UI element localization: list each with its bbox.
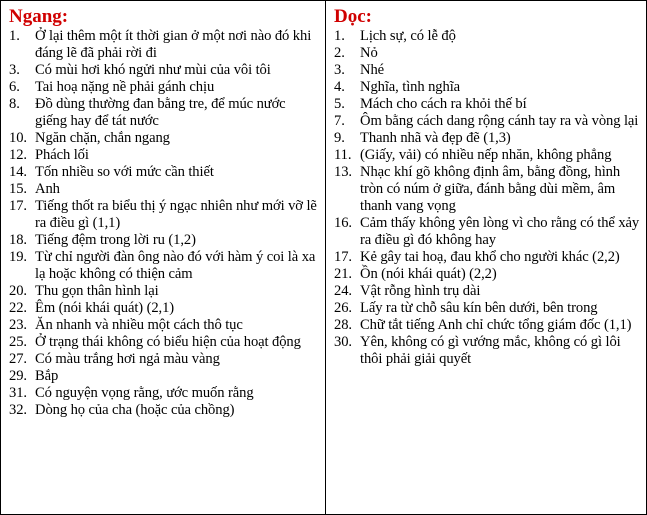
across-column — [1, 1, 326, 514]
across-clue — [9, 28, 321, 62]
across-clue — [9, 334, 321, 351]
clue-text: Ở lại thêm một ít thời gian ở một nơi nào đó khi đáng lẽ đã phải rời đi — [35, 28, 312, 61]
clue-number: 5. — [334, 96, 345, 112]
clue-text: (Giấy, vải) có nhiều nếp nhăn, không phẳng — [360, 147, 612, 163]
clue-text: Tiếng đệm trong lời ru (1,2) — [35, 232, 196, 248]
clue-text: Đồ dùng thường đan bằng tre, để múc nước giếng hay để tát nước — [35, 96, 286, 129]
clue-text: Ăn nhanh và nhiều một cách thô tục — [35, 317, 243, 333]
clue-number: 32. — [9, 402, 27, 418]
down-clue — [334, 79, 642, 96]
clue-number: 1. — [9, 28, 20, 44]
across-clue — [9, 181, 321, 198]
clue-text: Phách lối — [35, 147, 89, 163]
clue-text: Có mùi hơi khó ngửi như mùi của vôi tôi — [35, 62, 271, 78]
clue-text: Tai hoạ nặng nề phải gánh chịu — [35, 79, 215, 95]
down-heading: Dọc: — [334, 6, 372, 27]
clue-number: 3. — [334, 62, 345, 78]
across-clue — [9, 96, 321, 130]
clue-text: Tiếng thốt ra biểu thị ý ngạc nhiên như mới vỡ lẽ ra điều gì (1,1) — [35, 198, 317, 231]
clue-text: Kẻ gây tai hoạ, đau khổ cho người khác (2,2) — [360, 249, 620, 265]
clue-text: Anh — [35, 181, 60, 197]
clue-text: Ồn (nói khái quát) (2,2) — [360, 266, 497, 282]
clue-text: Thu gọn thân hình lại — [35, 283, 159, 299]
down-clue-list — [334, 28, 642, 368]
clue-number: 4. — [334, 79, 345, 95]
clue-number: 19. — [9, 249, 27, 265]
clue-number: 9. — [334, 130, 345, 146]
clue-number: 3. — [9, 62, 20, 78]
clue-number: 14. — [9, 164, 27, 180]
clue-text: Mách cho cách ra khỏi thế bí — [360, 96, 527, 112]
clue-text: Có nguyện vọng rằng, ước muốn rằng — [35, 385, 254, 401]
clue-text: Êm (nói khái quát) (2,1) — [35, 300, 175, 316]
clue-number: 2. — [334, 45, 345, 61]
clue-number: 1. — [334, 28, 345, 44]
clue-number: 20. — [9, 283, 27, 299]
across-clue — [9, 249, 321, 283]
down-column — [326, 1, 646, 514]
clue-number: 15. — [9, 181, 27, 197]
down-clue — [334, 96, 642, 113]
clue-text: Ôm bằng cách dang rộng cánh tay ra và vòng lại — [360, 113, 639, 129]
clue-text: Dòng họ của cha (hoặc của chồng) — [35, 402, 235, 418]
clue-text: Tốn nhiều so với mức cần thiết — [35, 164, 214, 180]
across-clue — [9, 300, 321, 317]
clue-number: 16. — [334, 215, 352, 231]
clue-number: 12. — [9, 147, 27, 163]
clue-number: 17. — [334, 249, 352, 265]
across-clue — [9, 402, 321, 419]
clue-number: 18. — [9, 232, 27, 248]
across-heading: Ngang: — [9, 6, 69, 27]
down-clue — [334, 283, 642, 300]
down-clue — [334, 45, 642, 62]
across-clue — [9, 62, 321, 79]
down-clue — [334, 62, 642, 79]
down-clue — [334, 147, 642, 164]
clue-text: Nỏ — [360, 45, 378, 61]
clue-number: 28. — [334, 317, 352, 333]
clue-text: Yên, không có gì vướng mắc, không có gì lôi thôi phải giải quyết — [360, 334, 621, 367]
clue-number: 29. — [9, 368, 27, 384]
clue-text: Có màu trắng hơi ngả màu vàng — [35, 351, 220, 367]
clue-number: 17. — [9, 198, 27, 214]
across-clue — [9, 368, 321, 385]
down-clue — [334, 164, 642, 215]
clue-number: 8. — [9, 96, 20, 112]
down-clue — [334, 130, 642, 147]
clue-number: 21. — [334, 266, 352, 282]
down-clue — [334, 113, 642, 130]
clue-number: 31. — [9, 385, 27, 401]
across-clue — [9, 283, 321, 300]
down-clue — [334, 28, 642, 45]
across-clue — [9, 79, 321, 96]
clue-text: Bắp — [35, 368, 59, 384]
clue-number: 27. — [9, 351, 27, 367]
clue-number: 11. — [334, 147, 352, 163]
clue-text: Thanh nhã và đẹp đẽ (1,3) — [360, 130, 511, 146]
down-clue — [334, 334, 642, 368]
clue-text: Ở trạng thái không có biểu hiện của hoạt động — [35, 334, 301, 350]
clue-number: 6. — [9, 79, 20, 95]
clue-number: 24. — [334, 283, 352, 299]
down-clue — [334, 249, 642, 266]
clue-text: Nhạc khí gõ không định âm, bằng đồng, hình tròn có núm ở giữa, đánh bằng dùi mềm, âm thanh vang vọng — [360, 164, 621, 214]
clue-text: Nhé — [360, 62, 385, 78]
clue-text: Ngăn chặn, chắn ngang — [35, 130, 170, 146]
across-clue-list — [9, 28, 321, 419]
across-clue — [9, 351, 321, 368]
clue-number: 25. — [9, 334, 27, 350]
clue-number: 22. — [9, 300, 27, 316]
across-clue — [9, 232, 321, 249]
clue-number: 23. — [9, 317, 27, 333]
across-clue — [9, 317, 321, 334]
across-clue — [9, 164, 321, 181]
across-clue — [9, 198, 321, 232]
down-clue — [334, 300, 642, 317]
clue-text: Lấy ra từ chỗ sâu kín bên dưới, bên trong — [360, 300, 598, 316]
clue-text: Vật rỗng hình trụ dài — [360, 283, 481, 299]
clue-number: 7. — [334, 113, 345, 129]
clue-number: 30. — [334, 334, 352, 350]
clue-number: 10. — [9, 130, 27, 146]
clue-text: Lịch sự, có lễ độ — [360, 28, 456, 44]
clue-number: 13. — [334, 164, 352, 180]
clue-text: Cảm thấy không yên lòng vì cho rằng có thể xảy ra điều gì đó không hay — [360, 215, 640, 248]
across-clue — [9, 130, 321, 147]
across-clue — [9, 147, 321, 164]
down-clue — [334, 215, 642, 249]
clue-text: Từ chỉ người đàn ông nào đó với hàm ý coi là xa lạ hoặc không có thiện cảm — [35, 249, 316, 282]
down-clue — [334, 266, 642, 283]
clue-text: Nghĩa, tình nghĩa — [360, 79, 461, 95]
clue-text: Chữ tắt tiếng Anh chỉ chức tổng giám đốc (1,1) — [360, 317, 632, 333]
down-clue — [334, 317, 642, 334]
clue-number: 26. — [334, 300, 352, 316]
across-clue — [9, 385, 321, 402]
